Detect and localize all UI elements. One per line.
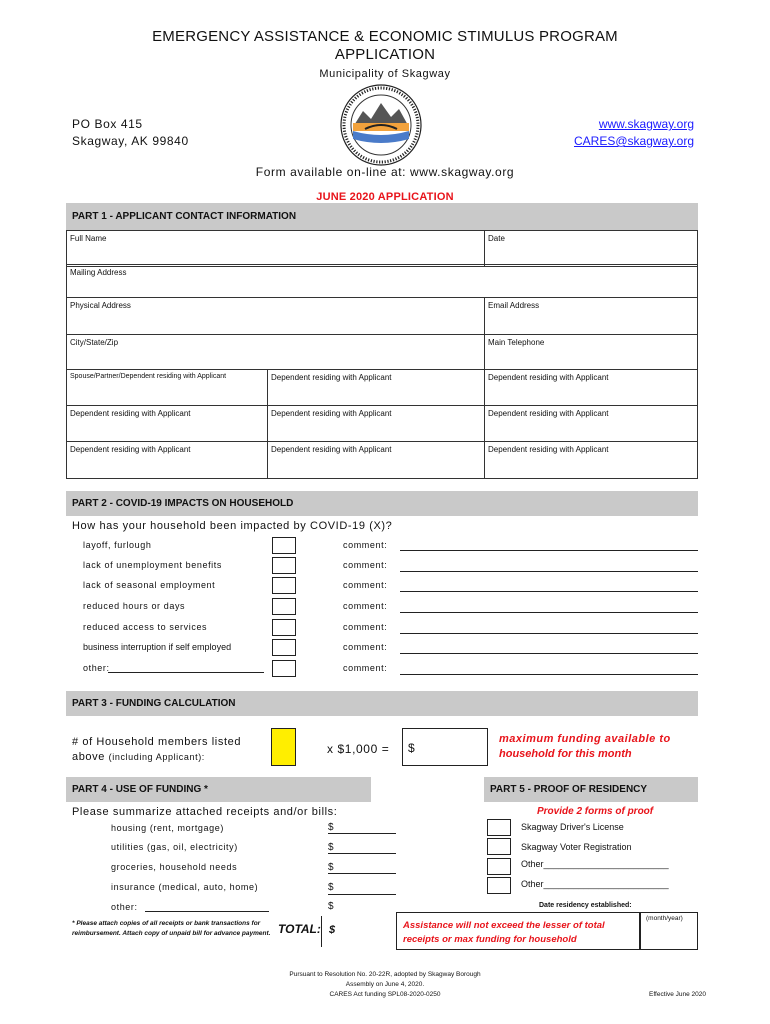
dependent-label: Dependent residing with Applicant — [488, 373, 609, 382]
footer-line3: CARES Act funding SPL08-2020-0250 — [329, 991, 441, 998]
funding-instruction: Please summarize attached receipts and/or bills: — [72, 806, 338, 818]
groceries-amount-line[interactable] — [328, 873, 396, 874]
proof-checkbox-voter[interactable] — [487, 838, 511, 855]
assistance-notice-box — [396, 912, 640, 950]
mailing-address-field[interactable] — [66, 264, 698, 298]
dependent-field-8[interactable] — [484, 441, 698, 479]
dependent-label: Dependent residing with Applicant — [271, 373, 392, 382]
residency-date-field[interactable] — [640, 912, 698, 950]
effective-date: Effective June 2020 — [649, 991, 706, 998]
impact-checkbox-reduced-hours[interactable] — [272, 598, 296, 615]
impact-checkbox-reduced-access[interactable] — [272, 619, 296, 636]
part2-heading: PART 2 - COVID-19 IMPACTS ON HOUSEHOLD — [66, 491, 698, 516]
spouse-field[interactable] — [66, 369, 268, 406]
dollar-sign: $ — [328, 842, 334, 853]
impact-label-seasonal: lack of seasonal employment — [83, 580, 216, 590]
spouse-label: Spouse/Partner/Dependent residing with Applicant — [70, 373, 227, 380]
impact-label-unemployment: lack of unemployment benefits — [83, 560, 222, 570]
form-title-line1: EMERGENCY ASSISTANCE & ECONOMIC STIMULUS PROGRAM — [152, 28, 618, 45]
dollar-sign: $ — [328, 901, 334, 912]
main-telephone-field[interactable] — [484, 334, 698, 370]
month-year-label: (month/year) — [646, 915, 683, 922]
dependent-field-1[interactable] — [267, 369, 485, 406]
comment-line-seasonal[interactable] — [400, 591, 698, 592]
impact-label-other: other: — [83, 663, 110, 673]
dependent-field-6[interactable] — [66, 441, 268, 479]
proof-label-other-1: Other_________________________ — [521, 859, 669, 869]
date-field[interactable] — [484, 230, 698, 267]
notice-line2: receipts or max funding for household — [403, 934, 577, 945]
max-funding-line1: maximum funding available to — [499, 733, 671, 745]
dollar-sign: $ — [328, 862, 334, 873]
dependent-field-5[interactable] — [484, 405, 698, 442]
comment-line-reduced-access[interactable] — [400, 633, 698, 634]
part3-heading: PART 3 - FUNDING CALCULATION — [66, 691, 698, 716]
dependent-label: Dependent residing with Applicant — [70, 409, 191, 418]
funding-item-groceries: groceries, household needs — [111, 862, 238, 872]
part1-heading: PART 1 - APPLICANT CONTACT INFORMATION — [66, 203, 698, 230]
proof-checkbox-other-2[interactable] — [487, 877, 511, 894]
footer-line1: Pursuant to Resolution No. 20-22R, adopted by Skagway Borough — [289, 971, 481, 978]
dollar-sign: $ — [328, 882, 334, 893]
address-city: Skagway, AK 99840 — [72, 134, 189, 148]
max-funding-line2: household for this month — [499, 748, 632, 760]
members-note: (including Applicant): — [108, 752, 205, 762]
dollar-sign: $ — [408, 741, 415, 755]
email-link[interactable]: CARES@skagway.org — [574, 134, 694, 148]
email-address-field[interactable] — [484, 297, 698, 335]
provide-proof-note: Provide 2 forms of proof — [537, 806, 654, 817]
comment-label: comment: — [343, 540, 388, 550]
form-title-line2: APPLICATION — [334, 46, 436, 63]
city-state-zip-label: City/State/Zip — [70, 338, 119, 347]
household-members-input[interactable] — [271, 728, 296, 766]
funding-item-housing: housing (rent, mortgage) — [111, 823, 224, 833]
household-members-label: # of Household members listed — [72, 736, 242, 748]
funding-item-utilities: utilities (gas, oil, electricity) — [111, 842, 238, 852]
dependent-label: Dependent residing with Applicant — [488, 445, 609, 454]
main-telephone-label: Main Telephone — [488, 338, 545, 347]
insurance-amount-line[interactable] — [328, 894, 396, 895]
utilities-amount-line[interactable] — [328, 853, 396, 854]
comment-line-other[interactable] — [400, 674, 698, 675]
comment-label: comment: — [343, 580, 388, 590]
total-dollar-sign: $ — [329, 924, 336, 936]
impact-question: How has your household been impacted by COVID-19 (X)? — [72, 520, 393, 532]
comment-line-reduced-hours[interactable] — [400, 612, 698, 613]
dependent-label: Dependent residing with Applicant — [70, 445, 191, 454]
comment-label: comment: — [343, 642, 388, 652]
impact-checkbox-seasonal[interactable] — [272, 577, 296, 594]
impact-checkbox-other[interactable] — [272, 660, 296, 677]
impact-label-reduced-hours: reduced hours or days — [83, 601, 186, 611]
impact-checkbox-unemployment[interactable] — [272, 557, 296, 574]
residency-date-label: Date residency established: — [539, 902, 632, 909]
comment-label: comment: — [343, 622, 388, 632]
impact-checkbox-layoff[interactable] — [272, 537, 296, 554]
full-name-label: Full Name — [70, 234, 107, 243]
comment-line-layoff[interactable] — [400, 550, 698, 551]
receipts-footnote: * Please attach copies of all receipts or bank transactions for reimbursement. Attach copy of unpaid bill for advance payment. — [72, 920, 271, 937]
municipality-name: Municipality of Skagway — [319, 68, 451, 80]
household-members-above — [72, 751, 205, 763]
proof-checkbox-license[interactable] — [487, 819, 511, 836]
dollar-sign: $ — [328, 822, 334, 833]
impact-label-layoff: layoff, furlough — [83, 540, 152, 550]
physical-address-field[interactable] — [66, 297, 485, 335]
city-state-zip-field[interactable] — [66, 334, 485, 370]
total-amount-field[interactable] — [321, 916, 396, 947]
impact-label-business: business interruption if self employed — [83, 642, 232, 652]
physical-address-label: Physical Address — [70, 301, 131, 310]
above-text: above — [72, 751, 105, 763]
dependent-field-3[interactable] — [66, 405, 268, 442]
impact-label-reduced-access: reduced access to services — [83, 622, 208, 632]
funding-item-insurance: insurance (medical, auto, home) — [111, 882, 259, 892]
dependent-field-4[interactable] — [267, 405, 485, 442]
municipal-seal-logo — [339, 83, 423, 167]
date-label: Date — [488, 234, 505, 243]
full-name-field[interactable] — [66, 230, 485, 267]
comment-label: comment: — [343, 601, 388, 611]
dependent-label: Dependent residing with Applicant — [271, 445, 392, 454]
email-address-label: Email Address — [488, 301, 540, 310]
dependent-field-2[interactable] — [484, 369, 698, 406]
footer-line2: Assembly on June 4, 2020. — [345, 981, 425, 988]
form-available-note: Form available on-line at: www.skagway.org — [255, 165, 515, 179]
dependent-label: Dependent residing with Applicant — [488, 409, 609, 418]
comment-line-business[interactable] — [400, 653, 698, 654]
mailing-address-label: Mailing Address — [70, 268, 127, 277]
other-description-line[interactable] — [145, 911, 269, 912]
multiplier-label: x $1,000 = — [327, 742, 390, 756]
dependent-label: Dependent residing with Applicant — [271, 409, 392, 418]
funding-amount-field[interactable] — [402, 728, 488, 766]
comment-label: comment: — [343, 560, 388, 570]
address-po-box: PO Box 415 — [72, 117, 143, 131]
proof-label-other-2: Other_________________________ — [521, 879, 669, 889]
part4-heading: PART 4 - USE OF FUNDING * — [66, 777, 371, 802]
funding-item-other: other: — [111, 902, 138, 912]
application-date: JUNE 2020 APPLICATION — [316, 191, 454, 203]
impact-checkbox-business[interactable] — [272, 639, 296, 656]
proof-label-license: Skagway Driver's License — [521, 822, 624, 832]
part5-heading: PART 5 - PROOF OF RESIDENCY — [484, 777, 698, 802]
website-link[interactable]: www.skagway.org — [598, 117, 694, 131]
notice-line1: Assistance will not exceed the lesser of total — [403, 920, 605, 931]
housing-amount-line[interactable] — [328, 833, 396, 834]
impact-other-line[interactable] — [108, 672, 264, 673]
comment-line-unemployment[interactable] — [400, 571, 698, 572]
comment-label: comment: — [343, 663, 388, 673]
dependent-field-7[interactable] — [267, 441, 485, 479]
proof-checkbox-other-1[interactable] — [487, 858, 511, 875]
proof-label-voter: Skagway Voter Registration — [521, 842, 632, 852]
total-label: TOTAL: — [278, 922, 321, 936]
